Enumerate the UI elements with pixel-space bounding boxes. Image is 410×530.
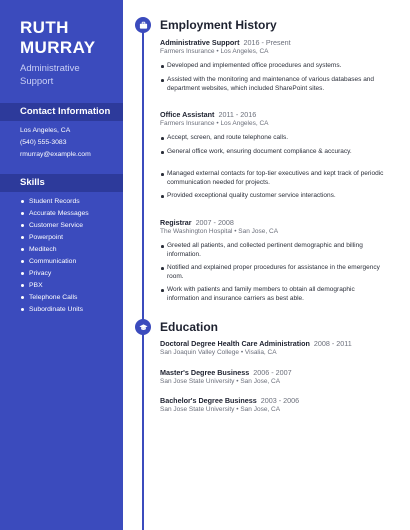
degree: Master's Degree Business xyxy=(160,368,250,377)
degree-dates: 2003 - 2006 xyxy=(260,396,300,405)
job-org: Farmers Insurance xyxy=(160,120,215,127)
contact-location: Los Angeles, CA xyxy=(20,127,71,134)
degree: Bachelor's Degree Business xyxy=(160,396,257,405)
education-heading: Education xyxy=(160,320,219,334)
job-org: The Washington Hospital xyxy=(160,228,233,235)
skill-item: Powerpoint xyxy=(20,233,63,242)
job-location: Los Angeles, CA xyxy=(220,48,269,55)
job-dates: 2011 - 2016 xyxy=(218,110,257,119)
school-location: San Jose, CA xyxy=(240,378,281,385)
graduation-cap-icon xyxy=(135,319,151,335)
school-location: Visalia, CA xyxy=(244,349,277,356)
candidate-title: Administrative Support xyxy=(20,63,80,87)
school-line: San Joaquin Valley College • Visalia, CA xyxy=(160,349,277,356)
job-title-line xyxy=(160,218,234,227)
candidate-name xyxy=(20,18,95,58)
job-dates: 2007 - 2008 xyxy=(195,218,234,227)
job-org-line: Farmers Insurance • Los Angeles, CA xyxy=(160,48,269,55)
job-org: Farmers Insurance xyxy=(160,48,215,55)
job-title: Office Assistant xyxy=(160,110,215,119)
timeline-line xyxy=(142,25,144,530)
job-bullet: Developed and implemented office procedures and systems. xyxy=(167,62,385,71)
job-title-line xyxy=(160,110,256,119)
job-title: Administrative Support xyxy=(160,38,240,47)
job-bullet: General office work, ensuring document compliance & accuracy. xyxy=(167,148,385,157)
job-bullet: Accept, screen, and route telephone calls. xyxy=(167,134,385,143)
job-bullet: Assisted with the monitoring and maintenance of various databases and department websites, which included SharePoint sites. xyxy=(167,76,385,94)
contact-heading: Contact Information xyxy=(0,103,123,121)
job-bullet: Provided exceptional quality customer service interactions. xyxy=(167,192,385,201)
skill-item: Customer Service xyxy=(20,221,83,230)
skill-item: Communication xyxy=(20,257,76,266)
employment-heading: Employment History xyxy=(160,18,277,32)
degree-dates: 2008 - 2011 xyxy=(313,339,352,348)
skills-heading: Skills xyxy=(0,174,123,192)
job-org-line: Farmers Insurance • Los Angeles, CA xyxy=(160,120,269,127)
sidebar xyxy=(0,0,123,530)
skill-item: Accurate Messages xyxy=(20,209,89,218)
job-location: Los Angeles, CA xyxy=(220,120,269,127)
skill-item: Telephone Calls xyxy=(20,293,77,302)
first-name: RUTH xyxy=(20,18,69,37)
school: San Jose State University xyxy=(160,406,235,413)
contact-phone: (540) 555-3083 xyxy=(20,139,67,146)
job-dates: 2016 - Present xyxy=(243,38,291,47)
degree-line xyxy=(160,396,299,405)
job-bullet: Managed external contacts for top-tier executives and kept track of periodic communication needed for projects. xyxy=(167,170,384,186)
job-bullet: Notified and explained proper procedures for assistance in the emergency room. xyxy=(167,264,385,282)
degree-dates: 2006 - 2007 xyxy=(253,368,292,377)
skill-item: Meditech xyxy=(20,245,57,254)
job-org-line: The Washington Hospital • San Jose, CA xyxy=(160,228,279,235)
school-line: San Jose State University • San Jose, CA xyxy=(160,406,281,413)
briefcase-icon xyxy=(135,17,151,33)
job-title: Registrar xyxy=(160,218,192,227)
school-location: San Jose, CA xyxy=(240,406,281,413)
school: San Jose State University xyxy=(160,378,235,385)
degree: Doctoral Degree Health Care Administration xyxy=(160,339,310,348)
degree-line xyxy=(160,339,352,348)
job-location: San Jose, CA xyxy=(238,228,279,235)
job-bullet: Greeted all patients, and collected pertinent demographic and billing information. xyxy=(167,242,385,260)
job-bullet: Work with patients and family members to obtain all demographic information and insurance carriers as best able. xyxy=(167,286,385,304)
skill-item: Subordinate Units xyxy=(20,305,83,314)
skill-item: PBX xyxy=(20,281,43,290)
degree-line xyxy=(160,368,292,377)
job-title-line xyxy=(160,38,291,47)
last-name: MURRAY xyxy=(20,38,96,57)
school-line: San Jose State University • San Jose, CA xyxy=(160,378,281,385)
skill-item: Student Records xyxy=(20,197,80,206)
skill-item: Privacy xyxy=(20,269,51,278)
contact-email[interactable]: rmurray@example.com xyxy=(20,151,91,158)
school: San Joaquin Valley College xyxy=(160,349,240,356)
